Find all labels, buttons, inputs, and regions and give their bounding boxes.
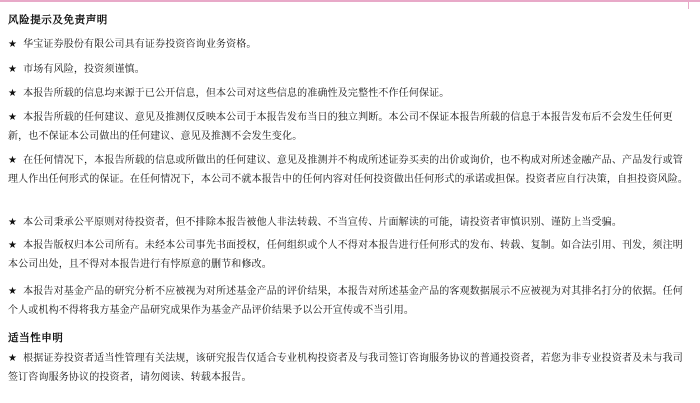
disclaimer-item: [8, 282, 690, 320]
black-star-icon: ★: [8, 39, 18, 50]
disclaimer-item: [8, 151, 690, 189]
suitability-heading: 适当性申明: [8, 332, 64, 344]
disclaimer-item-text: 在任何情况下，本报告所载的信息或所做出的任何建议、意见及推测并不构成所述证券买卖的出价或询价，也不构成对所述金融产品、产品发行或管理人作出任何形式的保证。在任何情况下，本公司不就本报告中的任何内容对任何投资做出任何形式的承诺或担保。投资者应自行决策，自担投资风险。: [8, 155, 689, 185]
disclaimer-item: [8, 84, 690, 103]
disclaimer-item: [8, 35, 690, 54]
disclaimer-item: [8, 108, 690, 146]
disclaimer-item: [8, 60, 690, 79]
suitability-item-text: 根据证券投资者适当性管理有关法规，该研究报告仅适合专业机构投资者及与我司签订咨询服务协议的普通投资者，若您为非专业投资者及未与我司签订咨询服务协议的投资者，请勿阅读、转载本报告。: [8, 353, 683, 383]
disclaimer-item-text: 本公司秉承公平原则对待投资者，但不排除本报告被他人非法转载、不当宣传、片面解读的可能，请投资者审慎识别、谨防上当受骗。: [23, 217, 622, 228]
suitability-item: [8, 349, 690, 387]
disclaimer-item: [8, 213, 690, 232]
black-star-icon: ★: [8, 240, 18, 251]
disclaimer-item-text: 本报告对基金产品的研究分析不应被视为对所述基金产品的评价结果，本报告对所述基金产品的客观数据展示不应被视为对其排名打分的依据。任何个人或机构不得将我方基金产品研究成果作为基金产品评价结果予以公开宣传或不当引用。: [8, 286, 683, 316]
disclaimer-heading: 风险提示及免责声明: [8, 14, 108, 26]
disclaimer-item-text: 本报告所载的信息均来源于已公开信息，但本公司对这些信息的准确性及完整性不作任何保证。: [23, 88, 450, 99]
black-star-icon: ★: [8, 353, 18, 364]
disclaimer-item-text: 市场有风险，投资须谨慎。: [23, 64, 145, 75]
black-star-icon: ★: [8, 286, 18, 297]
black-star-icon: ★: [8, 155, 18, 166]
black-star-icon: ★: [8, 217, 18, 228]
top-accent-rule: [0, 0, 700, 2]
disclaimer-item-text: 本报告版权归本公司所有。未经本公司事先书面授权，任何组织或个人不得对本报告进行任何形式的发布、转载、复制。如合法引用、刊发，须注明本公司出处，且不得对本报告进行有悖原意的删节和修改。: [8, 240, 683, 270]
black-star-icon: ★: [8, 64, 18, 75]
black-star-icon: ★: [8, 112, 18, 123]
corner-mark: [688, 0, 689, 9]
disclaimer-item: [8, 236, 690, 274]
disclaimer-item-text: 华宝证券股份有限公司具有证券投资咨询业务资格。: [23, 39, 257, 50]
black-star-icon: ★: [8, 88, 18, 99]
disclaimer-item-text: 本报告所载的任何建议、意见及推测仅反映本公司于本报告发布当日的独立判断。本公司不保证本报告所载的信息于本报告发布后不会发生任何更新，也不保证本公司做出的任何建议、意见及推测不会发生变化。: [8, 112, 673, 142]
